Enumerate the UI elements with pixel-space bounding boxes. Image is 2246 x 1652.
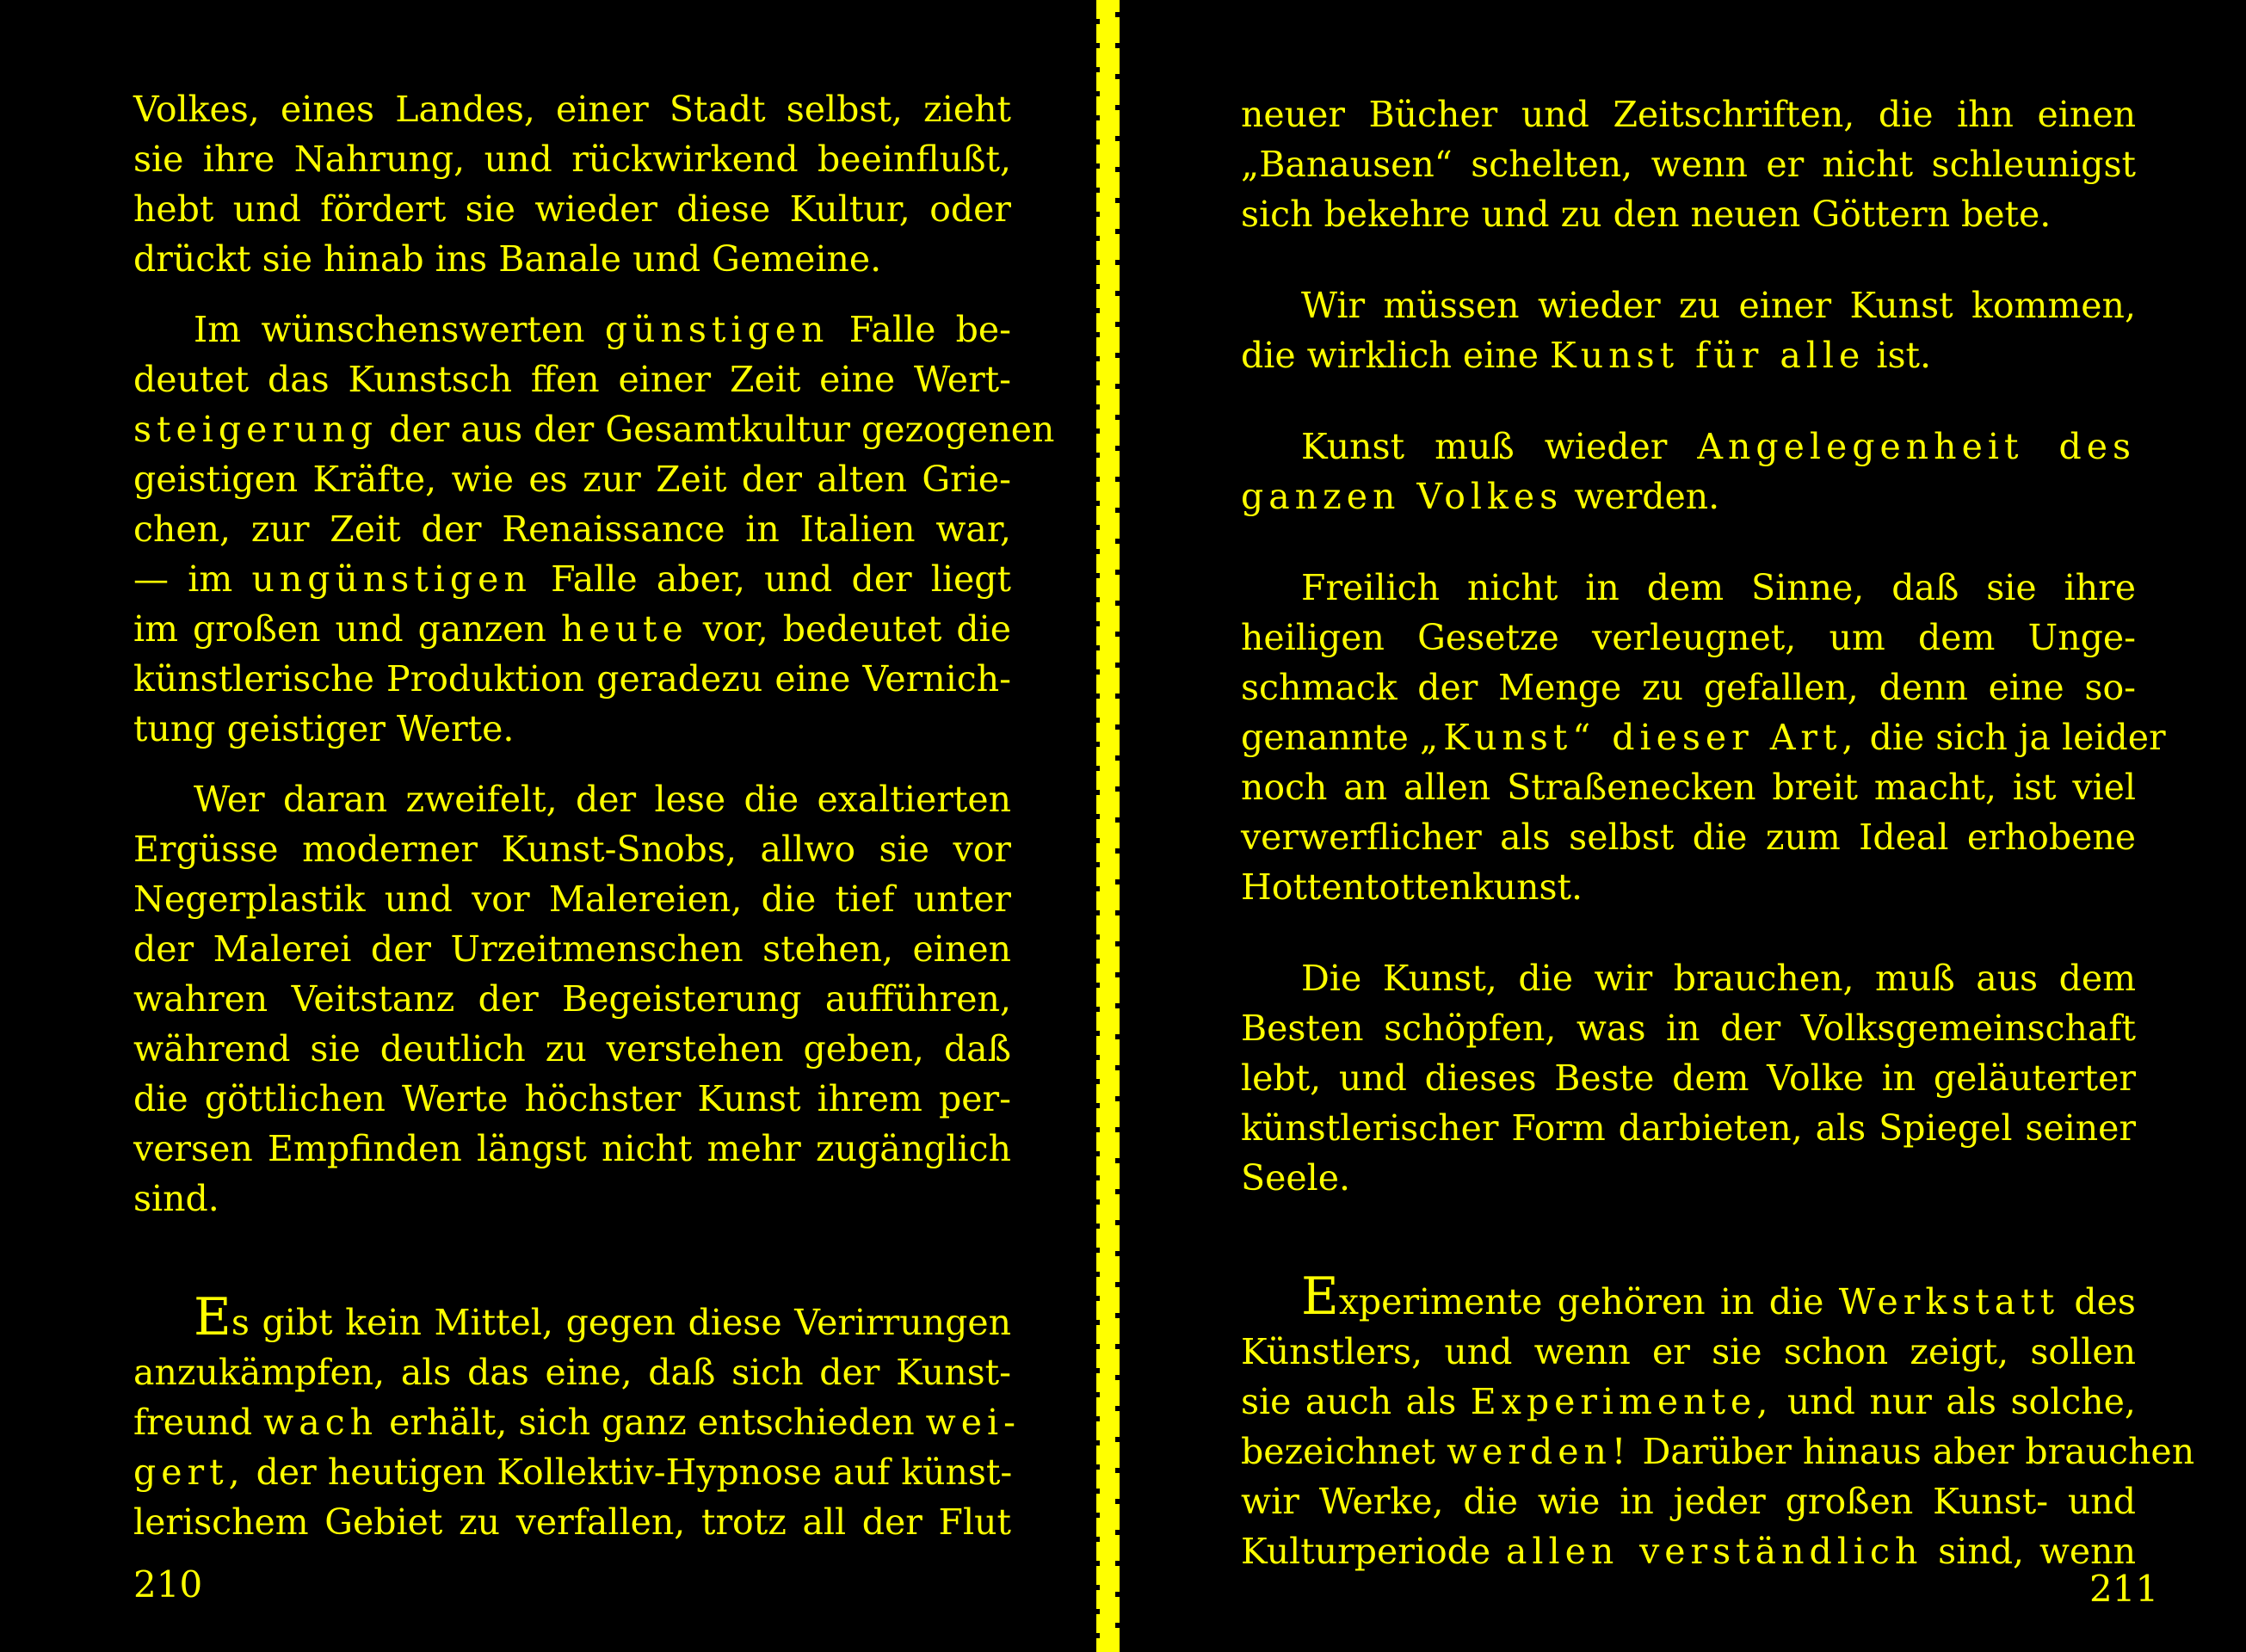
initial-letter: E [1301,1267,1339,1327]
text-line: Im wünschenswerten günstigen Falle be- [194,309,1011,350]
paragraph-gap [1241,401,2136,422]
text-line: anzukämpfen, als das eine, daß sich der Kunst- [133,1352,1011,1393]
spine-edge [1096,0,1100,1652]
paragraph [133,84,1011,284]
spine-edge [1115,0,1120,1652]
text-line: drückt sie hinab ins Banale und Gemeine. [133,238,882,280]
left-page [0,0,1095,1652]
initial-letter: E [194,1287,231,1347]
section-break [1241,1224,2136,1272]
text-line: Experimente gehören in die Werkstatt des [1301,1267,2136,1327]
text-line: sie ihre Nahrung, und rückwirkend beeinflußt, [133,139,1011,180]
text-line: lerischem Gebiet zu verfallen, trotz all der Flut [133,1501,1011,1543]
text-line: bezeichnet werden! Darüber hinaus aber brauchen [1241,1431,2195,1472]
emphasis: steigerung [133,409,379,450]
emphasis: Angelegenheit des [1697,426,2136,467]
book-spine [1100,0,1117,1652]
section-break [133,1244,1011,1292]
text-line: Kunst muß wieder Angelegenheit des [1301,426,2136,467]
emphasis: gert, [133,1452,245,1493]
text-line: tung geistiger Werte. [133,708,515,749]
text-line: sich bekehre und zu den neuen Göttern bete. [1241,194,2052,235]
text-line: gert, der heutigen Kollektiv-Hypnose auf künst- [133,1452,1013,1493]
page-number: 210 [133,1563,203,1606]
page-number: 211 [2089,1568,2159,1610]
text-line: geistigen Kräfte, wie es zur Zeit der alten Grie- [133,459,1011,500]
text-line: sie auch als Experimente, und nur als solche, [1241,1381,2136,1422]
text-line: im großen und ganzen heute vor, bedeutet die [133,608,1011,650]
emphasis: allen verständlich [1505,1531,1923,1572]
text-line: Wir müssen wieder zu einer Kunst kommen, [1301,285,2136,326]
text-line: der Malerei der Urzeitmenschen stehen, einen [133,928,1011,970]
text-line: schmack der Menge zu gefallen, denn eine so- [1241,667,2136,708]
text-line: die göttlichen Werte höchster Kunst ihrem per- [133,1078,1011,1119]
paragraph [1241,422,2136,521]
text-line: Besten schöpfen, was in der Volksgemeinschaft [1241,1008,2136,1049]
emphasis: ganzen Volkes [1241,476,1564,517]
emphasis: ungünstigen [251,558,532,600]
text-line: Künstlers, und wenn er sie schon zeigt, sollen [1241,1331,2136,1372]
text-line: neuer Bücher und Zeitschriften, die ihn einen [1241,94,2136,135]
paragraph [1241,1267,2195,1576]
text-line: sind. [133,1178,219,1219]
text-line: Es gibt kein Mittel, gegen diese Verirrungen [194,1287,1011,1347]
paragraph [1241,280,2136,380]
emphasis: wach [263,1402,379,1443]
text-line: Seele. [1241,1157,1351,1199]
text-line: freund wach erhält, sich ganz entschieden wei- [133,1402,1021,1443]
text-line: Ergüsse moderner Kunst-Snobs, allwo sie vor [133,829,1011,870]
text-line: deutet das Kunstsch ffen einer Zeit eine Wert- [133,359,1011,400]
left-page-text [133,84,1055,1568]
text-line: hebt und fördert sie wieder diese Kultur, oder [133,188,1011,230]
text-line: Wer daran zweifelt, der lese die exaltierten [194,779,1011,820]
emphasis: Werkstatt [1838,1281,2060,1322]
text-line: „Banausen“ schelten, wenn er nicht schleunigst [1241,144,2136,185]
emphasis: heute [560,608,688,650]
text-line: wahren Veitstanz der Begeisterung aufführen, [133,978,1011,1020]
text-line: während sie deutlich zu verstehen geben, daß [133,1028,1011,1069]
text-line: heiligen Gesetze verleugnet, um dem Unge- [1241,617,2136,658]
text-line: noch an allen Straßenecken breit macht, ist viel [1241,767,2136,808]
paragraph [1241,953,2136,1203]
text-line: Negerplastik und vor Malereien, die tief unter [133,878,1011,920]
text-line: Freilich nicht in dem Sinne, daß sie ihre [1301,567,2136,608]
right-page [1136,0,2246,1652]
paragraph [133,1287,1021,1547]
text-line: steigerung der aus der Gesamtkultur gezogenen [133,409,1055,450]
text-line: künstlerische Produktion geradezu eine Vernich- [133,658,1011,700]
emphasis: „Kunst“ dieser Art, [1419,717,1859,758]
paragraph-gap [1241,933,2136,953]
emphasis: Experimente, [1470,1381,1774,1422]
text-line: ganzen Volkes werden. [1241,476,1720,517]
paragraph-gap [1241,542,2136,563]
emphasis: Kunst für alle [1550,335,1866,376]
text-line: wir Werke, die wie in jeder großen Kunst- und [1241,1481,2136,1522]
text-line: versen Empfinden längst nicht mehr zugänglich [133,1128,1011,1169]
text-line: verwerflicher als selbst die zum Ideal erhobene [1241,817,2136,858]
emphasis: werden! [1447,1431,1632,1472]
text-line: Volkes, eines Landes, einer Stadt selbst, zieht [133,89,1011,130]
text-line: Kulturperiode allen verständlich sind, wenn [1241,1531,2136,1572]
text-line: genannte „Kunst“ dieser Art, die sich ja leider [1241,717,2166,758]
text-line: Die Kunst, die wir brauchen, muß aus dem [1301,958,2136,999]
paragraph [1241,563,2166,912]
text-line: chen, zur Zeit der Renaissance in Italien war, [133,509,1011,550]
paragraph [133,774,1011,1224]
text-line: künstlerischer Form darbieten, als Spiegel seiner [1241,1107,2136,1149]
text-line: Hottentottenkunst. [1241,866,1583,908]
emphasis: günstigen [604,309,830,350]
paragraph [133,305,1055,754]
paragraph-gap [1241,260,2136,280]
text-line: die wirklich eine Kunst für alle ist. [1241,335,1931,376]
emphasis: wei- [925,1402,1021,1443]
text-line: lebt, und dieses Beste dem Volke in geläuterter [1241,1057,2136,1099]
paragraph [1241,89,2136,239]
text-line: — im ungünstigen Falle aber, und der liegt [133,558,1011,600]
